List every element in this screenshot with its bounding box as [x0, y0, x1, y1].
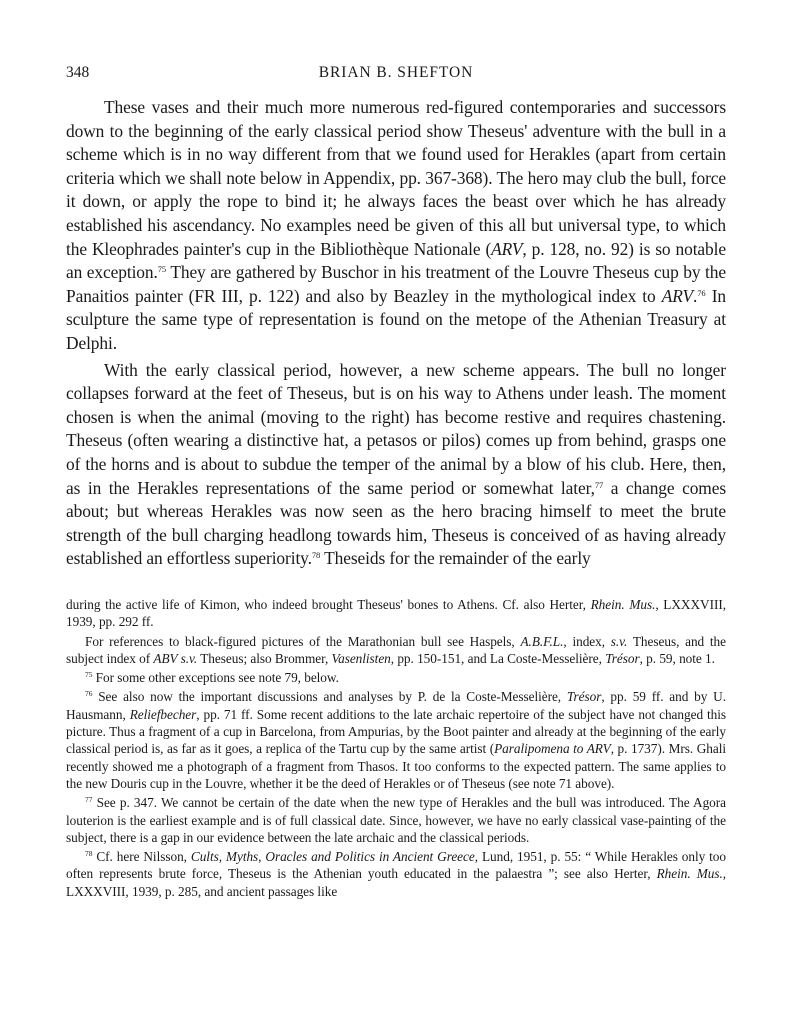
- page-number: 348: [66, 64, 90, 81]
- text-run: , pp. 59 ff. and by U. Hausmann,: [66, 689, 727, 722]
- text-run: For references to black-figured pictures of the Marathonian bull see Haspels,: [85, 633, 521, 649]
- text-run: , Lund, 1951, p. 55: “ While Herakles only too often represents brute force, Theseus is the Athenian youth educated in the palaestra ”; see also Herter,: [66, 849, 726, 882]
- text-run: Theseids for the remainder of the early: [320, 548, 591, 569]
- italic-run: Paralipomena to ARV: [494, 741, 611, 757]
- italic-run: Reliefbecher: [129, 706, 197, 722]
- italic-run: Rhein. Mus.: [656, 866, 723, 882]
- italic-run: Trésor: [566, 689, 602, 705]
- footnote-75: [66, 669, 726, 686]
- italic-run: ARV: [491, 238, 523, 259]
- text-run: , pp. 71 ff. Some recent additions to the late archaic repertoire of the subject have not changed this picture. Thus a fragment of a cup in Barcelona, from Ampurias, by the Boot painter and already at the beginning of the early classical period is, as far as it goes, a replica of the Tartu cup by the same artist (: [66, 706, 726, 757]
- text-run: during the active life of Kimon, who indeed brought Theseus' bones to Athens. Cf. also Herter,: [66, 597, 591, 612]
- footnote-76: [66, 688, 726, 792]
- text-run: These vases and their much more numerous red-figured contemporaries and successors down to the beginning of the early classical period show Theseus' adventure with the bull in a scheme which is in no way different from that we found used for Herakles (apart from certain criteria which we shall note below in Appendix, pp. 367-368). The hero may club the bull, force it down, or apply the rope to bind it; he always faces the beast over which he has already established his ascendancy. No examples need be given of this all but universal type, to which the Kleophrades painter's cup in the Bibliothèque Nationale (: [66, 97, 726, 259]
- text-run: In sculpture the same type of representation is found on the metope of the Athenian Treasury at Delphi.: [66, 285, 726, 353]
- text-run: With the early classical period, however, a new scheme appears. The bull no longer collapses forward at the feet of Theseus, but is on his way to Athens under leash. The moment chosen is when the animal (moving to the right) has become restive and requires chastening. Theseus (often wearing a distinctive hat, a petasos or pilos) comes up from behind, grasps one of the horns and is about to subdue the temper of the animal by a blow of his club. Here, then, as in the Herakles representations of the same period or somewhat later,: [66, 359, 726, 498]
- italic-run: ARV: [661, 285, 694, 306]
- text-run: For some other exceptions see note 79, below.: [92, 670, 339, 686]
- footnote-ref-75: 75: [157, 264, 167, 275]
- text-run: , p. 1737). Mrs. Ghali recently showed me a photograph of a fragment from Thasos. It too conforms to the expected pattern. The same applies to the new Douris cup in the Louvre, whether it be the deed of Herakles or of Theseus (see note 71 above).: [66, 741, 726, 791]
- text-run: , LXXXVIII, 1939, pp. 292 ff.: [66, 597, 726, 630]
- text-run: , p. 128, no. 92) is so notable an exception.: [66, 238, 726, 283]
- italic-run: Cults, Myths, Oracles and Politics in Ancient Greece: [190, 849, 475, 865]
- footnote-ref-77: 77: [594, 479, 604, 490]
- italic-run: s.v.: [610, 633, 628, 649]
- footnote-ref-76: 76: [697, 287, 706, 298]
- page-header: [66, 64, 726, 84]
- footnote-78: [66, 848, 726, 900]
- text-run: , LXXXVIII, 1939, p. 285, and ancient passages like: [66, 866, 726, 899]
- text-run: Theseus; also Brommer,: [197, 650, 332, 666]
- italic-run: ABV s.v.: [153, 650, 198, 666]
- text-run: See p. 347. We cannot be certain of the date when the new type of Herakles and the bull was introduced. The Agora louterion is the earliest example and is of full classical date. Since, however, we have no early classical vase-painting of the subject, there is a gap in our evidence between the late archaic and the classical periods.: [66, 795, 726, 845]
- text-run: , p. 59, note 1.: [639, 650, 715, 666]
- footnote-ref-78: 78: [311, 550, 321, 561]
- text-run: , index,: [563, 633, 611, 649]
- footnote-number: 76: [85, 689, 93, 699]
- text-run: Theseus, and the subject index of: [66, 633, 726, 666]
- text-run: See also now the important discussions and analyses by P. de la Coste-Messelière,: [92, 689, 567, 705]
- running-head: BRIAN B. SHEFTON: [318, 64, 474, 81]
- text-run: a change comes about; but whereas Herakles was now seen as the hero bracing himself to meet the brute strength of the bull charging headlong towards him, Theseus is conceived of as having already established an effortless superiority.: [66, 477, 727, 569]
- body-text: [66, 96, 726, 571]
- paragraph-1: [66, 96, 726, 356]
- paragraph-2: [66, 359, 726, 571]
- footnote-number: 78: [85, 849, 93, 859]
- italic-run: Trésor: [605, 650, 640, 666]
- footnotes: [66, 596, 726, 900]
- italic-run: Vasenlisten: [331, 650, 391, 666]
- italic-run: A.B.F.L.: [520, 633, 564, 649]
- footnote-continuation: [66, 596, 726, 631]
- text-run: They are gathered by Buschor in his treatment of the Louvre Theseus cup by the Panaitios painter (FR III, p. 122) and also by Beazley in the mythological index to: [66, 262, 726, 306]
- italic-run: Rhein. Mus.: [590, 597, 656, 612]
- footnote-number: 77: [85, 795, 93, 805]
- footnote-number: 75: [85, 670, 93, 680]
- text-run: .: [693, 285, 698, 306]
- text-run: , pp. 150-151, and La Coste-Messelière,: [390, 650, 606, 666]
- footnote-continuation-2: [66, 633, 726, 668]
- footnote-77: [66, 794, 726, 846]
- text-run: Cf. here Nilsson,: [92, 849, 191, 865]
